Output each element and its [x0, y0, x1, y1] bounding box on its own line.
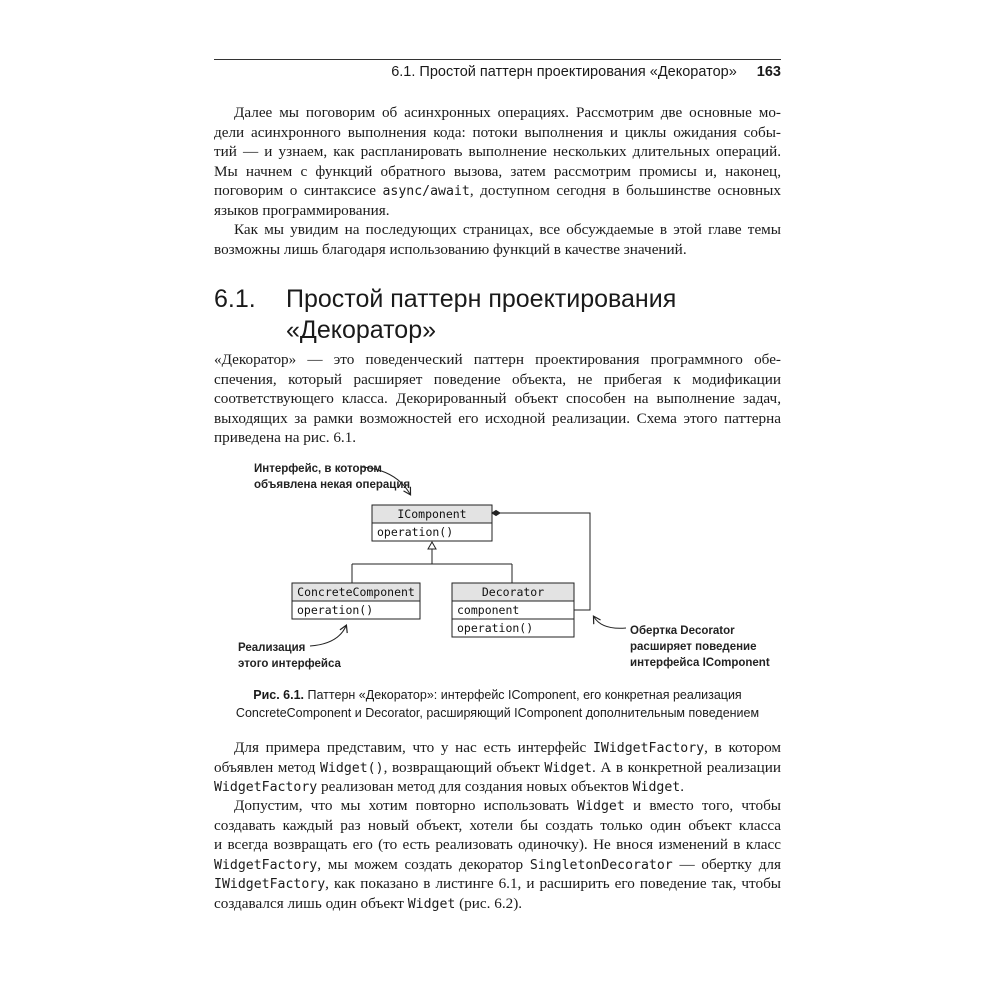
text-run: тий — и узнаем, как распланировать выполнение нескольких длительных операций.: [214, 143, 781, 160]
text-run: «Декоратор» — это поведенческий паттерн проектирования программного обе-: [214, 351, 781, 368]
decorator-name: Decorator: [481, 585, 545, 599]
text-line: [214, 816, 781, 836]
annotation-top-line-1: Интерфейс, в котором: [254, 463, 382, 475]
text-run: , доступном сегодня в большинстве основных: [469, 182, 781, 199]
inline-code: IWidgetFactory: [592, 741, 705, 756]
inline-code: WidgetFactory: [214, 857, 318, 873]
text-line: [214, 220, 781, 240]
text-run: и вместо того, чтобы: [624, 797, 781, 814]
text-line: [214, 181, 781, 201]
decorator-field: component: [457, 603, 520, 617]
text-line: [214, 240, 781, 260]
icomponent-class-box: [372, 505, 492, 541]
aggregation-diamond: [492, 511, 500, 516]
inline-code: SingletonDecorator: [529, 857, 673, 873]
annotation-left-arrow: [310, 626, 346, 646]
text-line: [214, 409, 781, 429]
text-line: [214, 123, 781, 143]
figure-caption: [214, 686, 781, 722]
decorator-class-box: [452, 583, 574, 637]
text-run: Для примера представим, что у нас есть интерфейс: [234, 739, 593, 756]
intro-paragraph-1: [214, 103, 781, 220]
annotation-right-arrow: [594, 617, 626, 628]
caption-line-2: ConcreteComponent и Decorator, расширяющий IComponent дополнительным поведением: [235, 706, 760, 720]
example-paragraph-1: [214, 738, 781, 797]
concrete-component-class-box: [292, 583, 420, 619]
inline-code: Widget(): [320, 760, 384, 776]
text-line: [214, 428, 781, 448]
annotation-top-line-2: объявлена некая операция: [254, 479, 411, 491]
text-line: [214, 894, 781, 914]
text-line: [214, 874, 781, 894]
caption-line-1: Паттерн «Декоратор»: интерфейс IComponent, его конкретная реализация: [304, 688, 742, 702]
text-run: реализован метод для создания новых объектов: [317, 778, 633, 795]
text-run: , возвращающий объект: [383, 758, 545, 776]
inline-code: Widget: [544, 760, 592, 776]
decorator-operation: operation(): [457, 621, 534, 635]
text-line: [214, 142, 781, 162]
annotation-right-line-3: интерфейса IComponent: [630, 657, 770, 669]
inline-code: Widget: [407, 896, 456, 912]
text-run: — обертку для: [672, 855, 781, 873]
inline-code: Widget: [632, 780, 681, 795]
text-line: [214, 738, 781, 758]
page-number: 163: [756, 64, 781, 80]
text-line: [214, 835, 781, 855]
text-run: возможны лишь благодаря использованию функций в качестве значений.: [214, 240, 687, 258]
text-line: [214, 796, 781, 816]
icomponent-operation: operation(): [377, 525, 454, 539]
inline-code: WidgetFactory: [214, 780, 318, 795]
icomponent-name: IComponent: [397, 507, 467, 521]
text-run: создавался лишь один объект: [214, 894, 408, 912]
text-run: дели асинхронного выполнения кода: потоки выполнения и циклы ожидания собы-: [214, 123, 781, 141]
text-run: Мы начнем с функций обратного вызова, затем рассмотрим промисы и, наконец,: [214, 162, 781, 180]
text-run: (рис. 6.2).: [455, 894, 523, 912]
example-paragraph-2: [214, 796, 781, 913]
text-run: , в котором: [704, 739, 781, 756]
inline-code: async/await: [382, 184, 470, 199]
text-run: выходящих за рамки возможностей его исходной реализации. Схема этого паттерна: [214, 409, 781, 427]
annotation-left-line-2: этого интерфейса: [238, 658, 341, 670]
text-run: создавать каждый раз новый объект, хотели бы создать только один объект класса: [214, 816, 781, 834]
text-run: Далее мы поговорим об асинхронных операциях. Рассмотрим две основные мо-: [234, 104, 781, 121]
running-head: [214, 64, 781, 80]
annotation-left-line-1: Реализация: [238, 642, 306, 654]
text-run: и всегда возвращать его (то есть реализовать одиночку). Не внося изменений в класс: [214, 836, 781, 853]
text-line: [214, 758, 781, 778]
caption-label: Рис. 6.1.: [253, 688, 305, 702]
section-title-line-1: Простой паттерн проектирования: [286, 285, 677, 313]
text-run: приведена на рис. 6.1.: [214, 429, 357, 446]
decorator-description: [214, 350, 781, 448]
text-run: соответствующего класса. Декорированный объект способен на выполнение задач,: [214, 390, 781, 407]
text-line: [214, 370, 781, 390]
text-line: [214, 103, 781, 123]
inline-code: Widget: [577, 799, 625, 814]
text-run: языков программирования.: [214, 201, 390, 219]
text-line: [214, 855, 781, 875]
text-run: спечения, который расширяет поведение объекта, не прибегая к модификации: [214, 370, 781, 388]
text-run: , мы можем создать декоратор: [317, 855, 530, 873]
inheritance-connector: [352, 549, 512, 583]
text-run: поговорим о синтаксисе: [214, 182, 383, 199]
annotation-right-line-2: расширяет поведение: [630, 641, 757, 653]
section-number: 6.1.: [214, 285, 256, 313]
text-line: [214, 777, 781, 797]
text-line: [214, 201, 781, 221]
text-line: [214, 389, 781, 409]
running-title: 6.1. Простой паттерн проектирования «Декоратор»: [391, 64, 737, 80]
text-line: [214, 162, 781, 182]
text-run: Допустим, что мы хотим повторно использовать: [234, 797, 578, 814]
section-title-line-2: «Декоратор»: [286, 316, 436, 344]
inheritance-arrowhead: [428, 542, 436, 549]
inline-code: IWidgetFactory: [214, 877, 326, 892]
text-run: Как мы увидим на последующих страницах, все обсуждаемые в этой главе темы: [234, 221, 781, 238]
header-rule: [214, 59, 781, 60]
text-run: . А в конкретной реализации: [591, 758, 781, 776]
annotation-right-line-1: Обертка Decorator: [630, 625, 735, 637]
text-run: объявлен метод: [214, 758, 321, 776]
intro-paragraph-2: [214, 220, 781, 259]
concrete-component-name: ConcreteComponent: [297, 585, 415, 599]
concrete-component-operation: operation(): [297, 603, 374, 617]
text-run: .: [680, 778, 685, 795]
text-run: , как показано в листинге 6.1, и расширить его поведение так, чтобы: [325, 875, 781, 892]
text-line: [214, 350, 781, 370]
